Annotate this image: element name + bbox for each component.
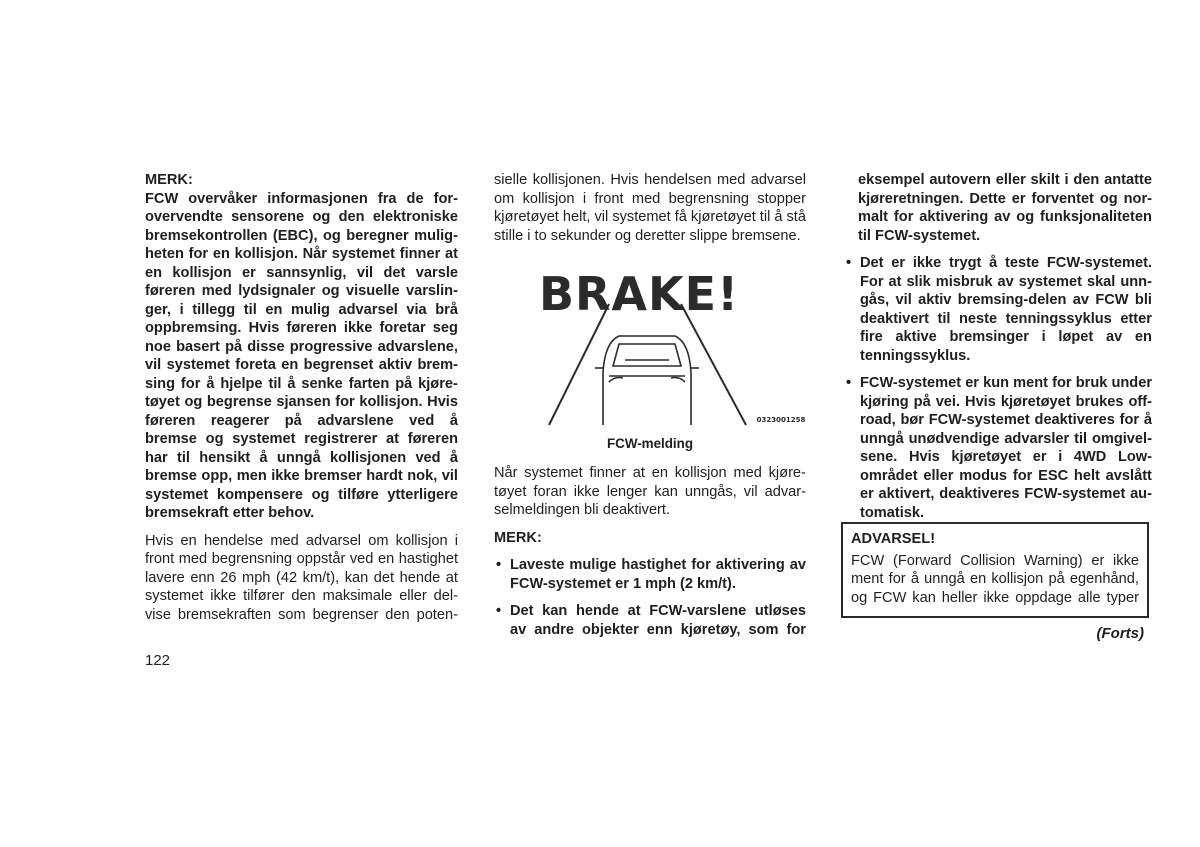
text-line: selmeldingen bli deaktivert.	[494, 502, 671, 518]
text-line: front med begrensning oppstår ved en hastighet	[145, 551, 458, 567]
text-line: unngå unødvendige advarsler til omgivel-	[860, 430, 1152, 447]
text-line: ment for å unngå en kollisjon på egenhånd,	[851, 571, 1139, 587]
figure-caption: FCW-melding	[606, 436, 693, 451]
merk-paragraph	[145, 190, 458, 523]
road-line-left	[549, 304, 609, 425]
text-line: Hvis en hendelse med advarsel om kollisjon i	[145, 532, 458, 549]
text-line: Det er ikke trygt å teste FCW-systemet.	[860, 255, 1152, 271]
text-line: tøyet foran ikke lenger kan unngås, vil advar-	[494, 483, 806, 500]
text-line: bremse og systemet registrerer at føreren	[145, 431, 458, 447]
column-2	[494, 171, 806, 245]
continued-label: (Forts)	[1096, 625, 1144, 642]
text-line: vil systemet foreta en begrenset aktiv brem-	[145, 357, 458, 373]
text-line: fire aktive bremsinger i løpet av en	[860, 329, 1152, 345]
text-line: ger, i tillegg til en mulig advarsel via brå	[145, 301, 458, 318]
bullet-dot: •	[846, 375, 852, 391]
text-line: vise bremsekraften som begrenser den poten-	[145, 606, 458, 623]
bullet-item	[494, 602, 806, 639]
text-line: eksempel autovern eller skilt i den antatte	[858, 172, 1152, 188]
text-line: tenningssyklus.	[860, 347, 971, 364]
bullet-dot: •	[496, 557, 502, 573]
text-line: er aktivert, deaktiveres FCW-systemet au-	[860, 486, 1152, 502]
text-line: bremsekraft etter behov.	[145, 505, 315, 521]
merk-heading: MERK:	[145, 172, 193, 188]
car-rear-icon	[595, 336, 699, 425]
text-line: gås, vil aktiv bremsing-delen av FCW bli	[860, 292, 1152, 308]
text-line: For at slik misbruk av systemet skal unn-	[860, 273, 1152, 290]
text-line: Laveste mulige hastighet for aktivering av	[510, 557, 806, 573]
text-line: bremsekontrollen (EBC), og beregner mulig-	[145, 227, 458, 244]
warning-box	[841, 522, 1149, 618]
text-line: tøyet og begrense sjansen for kollisjon. Hvis	[145, 394, 458, 410]
text-line: tomatisk.	[860, 504, 925, 521]
text-line: sene. Hvis kjøretøyet er i 4WD Low-	[860, 449, 1152, 465]
text-line: FCW-systemet er kun ment for bruk under	[860, 375, 1152, 391]
text-line: området eller modus for ESC helt avslått	[860, 467, 1152, 484]
text-line: kjøreretningen. Dette er forventet og nor-	[858, 190, 1152, 207]
figure-code: 0323001258	[756, 416, 806, 424]
paragraph	[145, 532, 458, 625]
column-3	[846, 171, 1152, 522]
bullet-dot: •	[846, 255, 852, 271]
text-line: sielle kollisjonen. Hvis hendelsen med advarsel	[494, 172, 806, 188]
text-line: føreren med lydsignaler og visuelle varslin-	[145, 283, 458, 299]
text-line: om kollisjon i front med begrensning stopper	[494, 190, 806, 207]
text-line: har til hensikt å unngå kollisjonen ved å	[145, 449, 458, 466]
brake-text: BRAKE!	[541, 267, 740, 321]
text-line: føreren reagerer på advarslene ved å	[145, 412, 458, 429]
merk-heading: MERK:	[494, 529, 542, 546]
paragraph	[858, 171, 1152, 245]
fcw-message-figure	[541, 262, 811, 430]
text-line: systemet kompensere og tilføre ytterligere	[145, 486, 458, 503]
bullet-dot: •	[496, 603, 502, 619]
column-1	[145, 171, 458, 624]
warning-title: ADVARSEL!	[851, 531, 936, 547]
text-line: heten for en kollisjon. Når systemet finner at	[145, 246, 458, 262]
text-line: overvendte sensorene og den elektroniske	[145, 209, 458, 225]
text-line: til FCW-systemet.	[858, 227, 981, 244]
text-line: kjøretøyet helt, vil systemet få kjøretøyet til å stå	[494, 209, 806, 225]
text-line: kjøring på vei. Hvis kjøretøyet brukes off-	[860, 393, 1152, 410]
text-line: malt for aktivering av og funksjonaliteten	[858, 209, 1152, 225]
text-line: bremse opp, men ikke bremser hardt nok, vil	[145, 468, 458, 484]
text-line: deaktivert til neste tenningssyklus etter	[860, 310, 1152, 327]
text-line: en kollisjon er sannsynlig, vil det varsle	[145, 264, 458, 281]
bullet-item	[844, 254, 1152, 365]
brake-warning-illustration	[541, 262, 811, 430]
text-line: Det kan hende at FCW-varslene utløses	[510, 603, 806, 619]
bullet-item	[844, 374, 1152, 522]
text-line: FCW overvåker informasjonen fra de for-	[145, 190, 458, 207]
text-line: systemet ikke tilfører den maksimale eller del-	[145, 588, 458, 604]
text-line: oppbremsing. Hvis føreren ikke foretar seg	[145, 320, 458, 336]
column-2-lower	[494, 464, 806, 639]
text-line: FCW (Forward Collision Warning) er ikke	[851, 552, 1139, 569]
text-line: lavere enn 26 mph (42 km/t), kan det hende at	[145, 569, 458, 586]
text-line: Når systemet finner at en kollisjon med kjøre-	[494, 465, 806, 481]
page-number: 122	[145, 652, 171, 669]
text-line: av andre objekter enn kjøretøy, som for	[510, 621, 806, 638]
text-line: road, bør FCW-systemet deaktiveres for å	[860, 412, 1152, 428]
text-line: sing for å hjelpe til å senke farten på kjøre-	[145, 375, 458, 392]
bullet-item	[494, 556, 806, 593]
text-line: FCW-systemet er 1 mph (2 km/t).	[510, 575, 736, 592]
text-line: stille i to sekunder og deretter slippe bremsene.	[494, 227, 801, 244]
text-line: noe basert på disse progressive advarslene,	[145, 338, 458, 355]
text-line: og FCW kan heller ikke oppdage alle typer	[851, 589, 1139, 606]
